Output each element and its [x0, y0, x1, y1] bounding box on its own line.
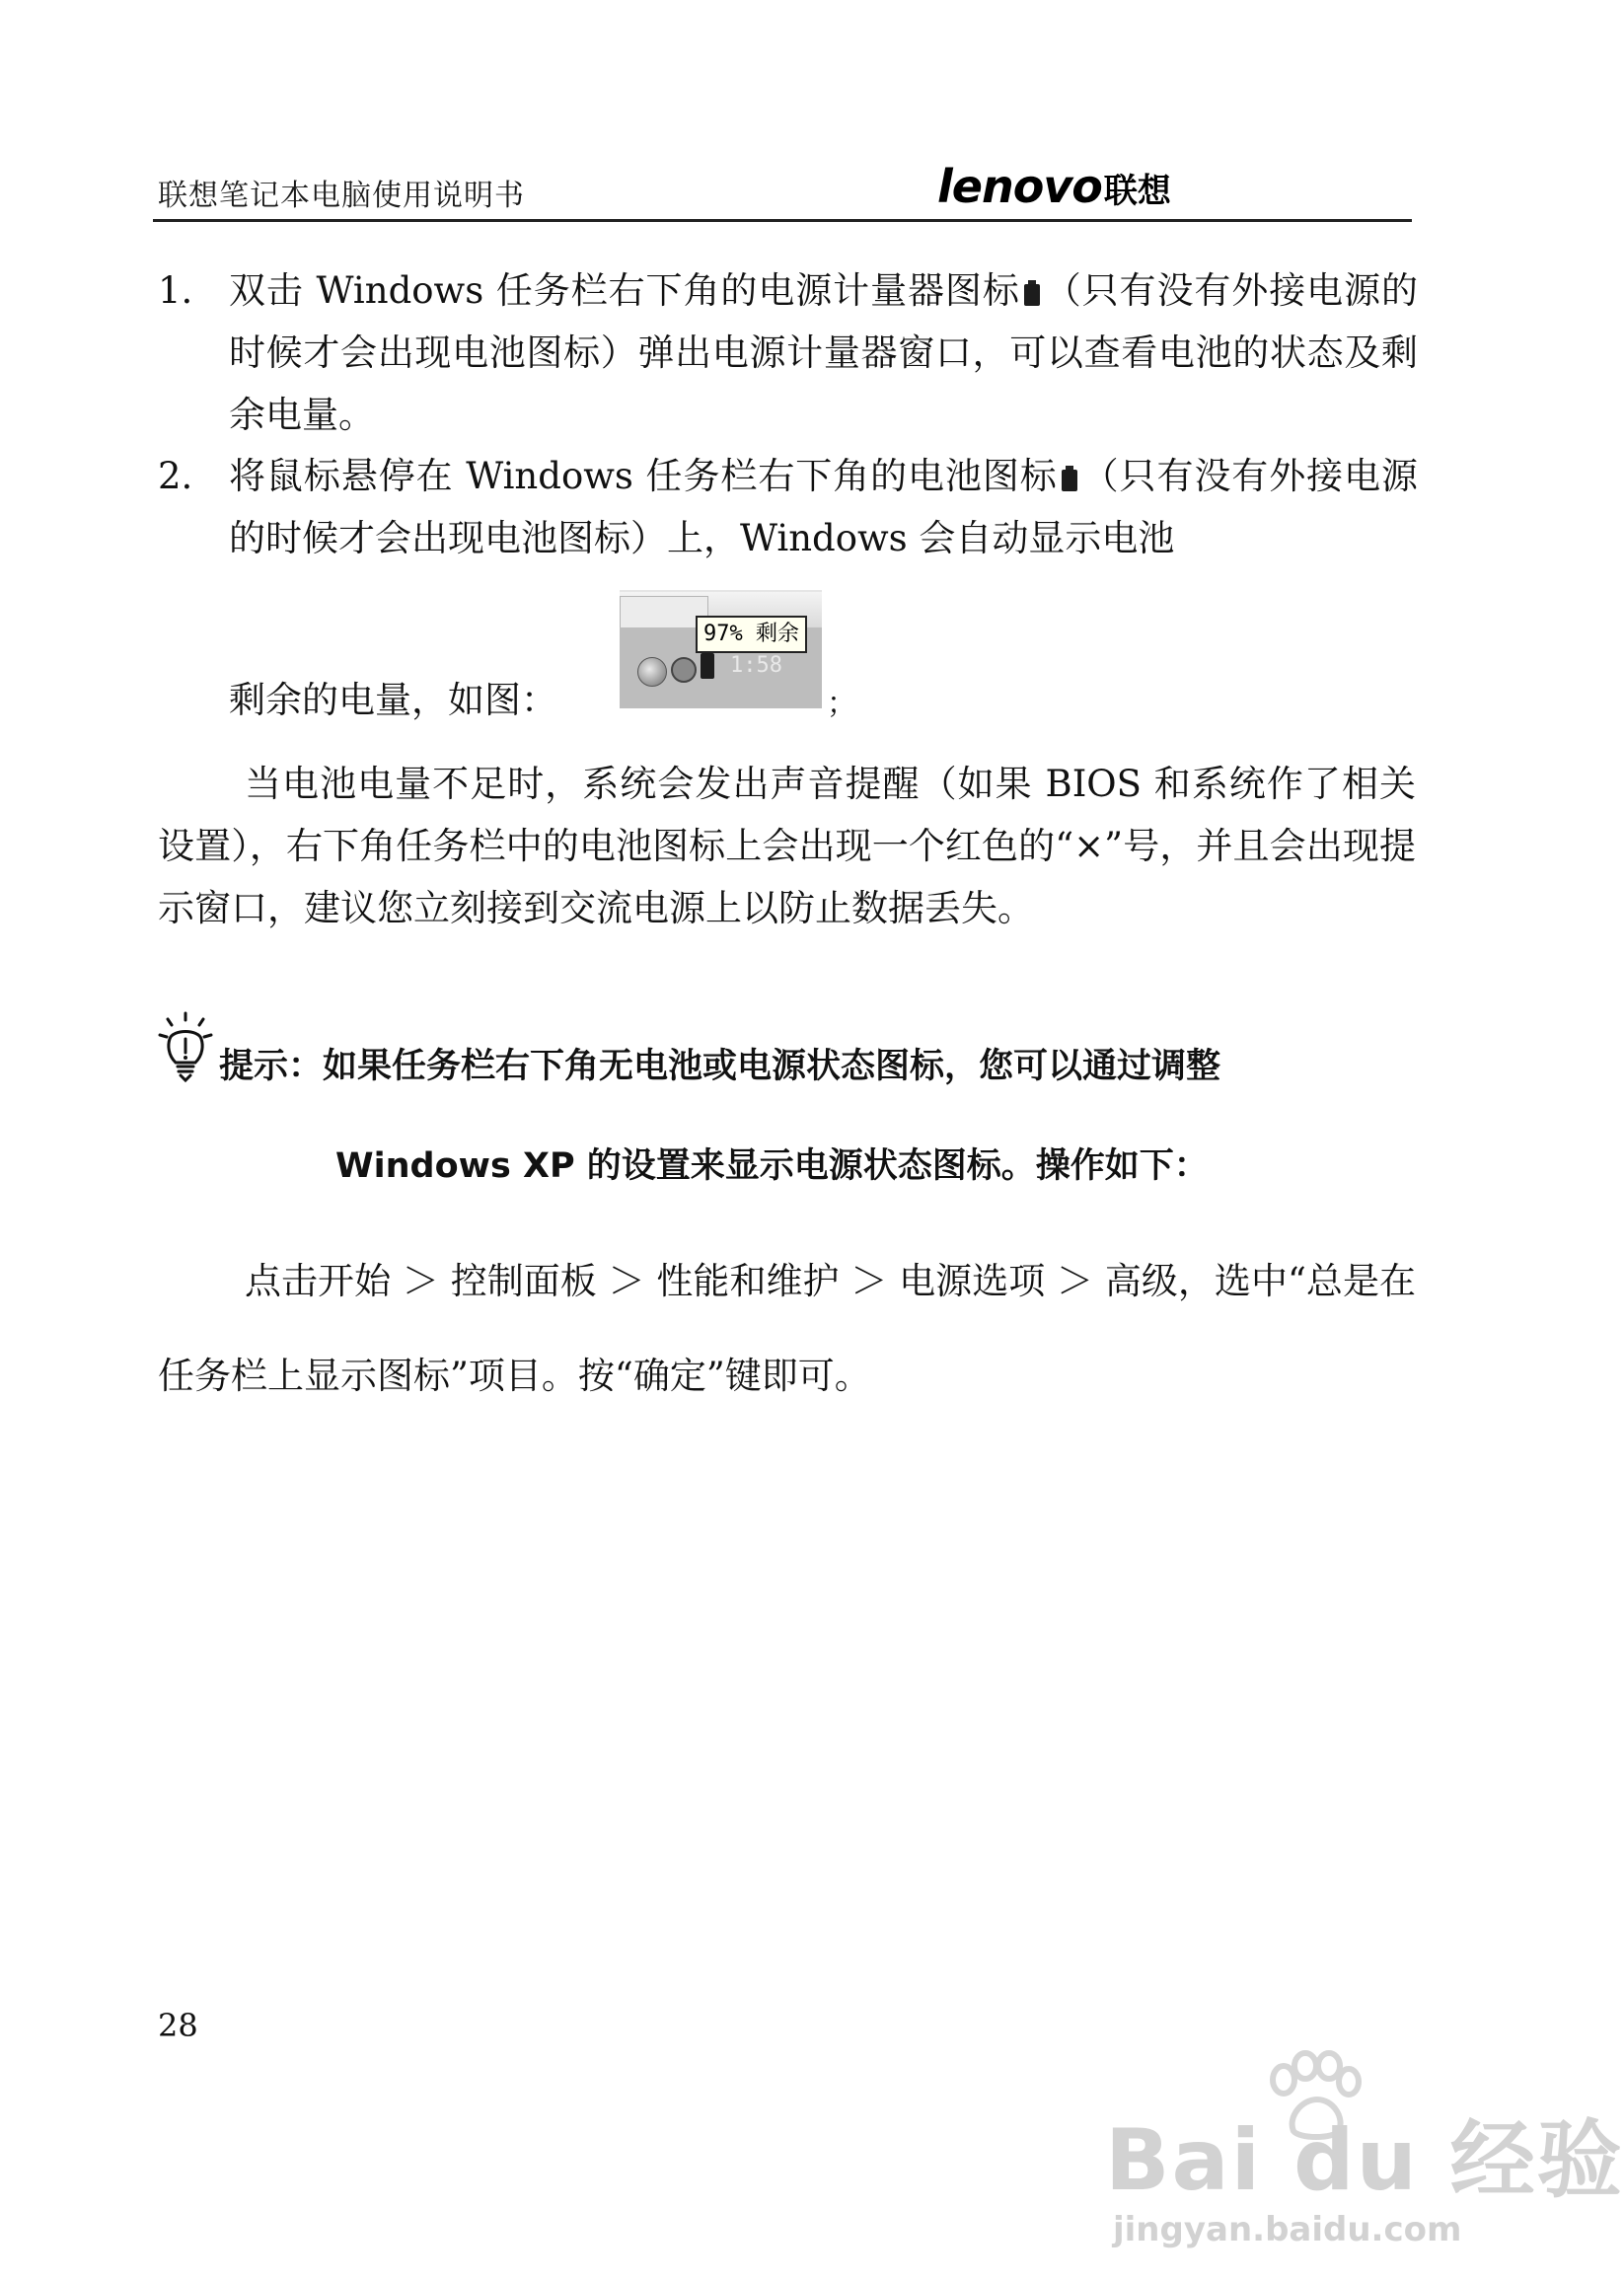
- semicolon: ；: [827, 687, 856, 721]
- logo-latin: lenovo: [937, 160, 1102, 213]
- steps-paragraph: 点击开始 ＞ 控制面板 ＞ 性能和维护 ＞ 电源选项 ＞ 高级，选中“总是在任务栏上显示图标”项目。按“确定”键即可。: [158, 1260, 1416, 1397]
- tray-power-icon: [671, 657, 697, 683]
- list-number: 1.: [158, 269, 193, 312]
- logo-chinese: 联想: [1103, 172, 1171, 211]
- low-battery-paragraph: 当电池电量不足时，系统会发出声音提醒（如果 BIOS 和系统作了相关设置），右下角任务栏中的电池图标上会出现一个红色的“×”号，并且会出现提示窗口，建议您立刻接到交流电源上以防止数据丢失。: [158, 763, 1416, 929]
- tray-network-icon: [637, 657, 667, 687]
- tip-line-1: 提示：如果任务栏右下角无电池或电源状态图标，您可以通过调整: [219, 1047, 1221, 1086]
- battery-icon: [1062, 466, 1077, 491]
- list-text-part: （只有没有外接电源的时候才会出现电池图标）弹出电源计量器窗口，可以查看电池的状态及剩余电量。: [229, 269, 1418, 436]
- header-title: 联想笔记本电脑使用说明书: [158, 179, 525, 213]
- tip-line-2: Windows XP 的设置来显示电源状态图标。操作如下：: [335, 1146, 1209, 1186]
- battery-tooltip: 97% 剩余: [696, 616, 807, 653]
- list-text: [229, 445, 1418, 569]
- taskbar-screenshot: [620, 590, 822, 708]
- page-number: 28: [158, 2007, 198, 2044]
- battery-icon: [1024, 280, 1040, 306]
- list-text-part: 双击 Windows 任务栏右下角的电源计量器图标: [229, 269, 1020, 312]
- lightbulb-icon: [158, 1011, 213, 1082]
- list-text-part: 将鼠标悬停在 Windows 任务栏右下角的电池图标: [229, 455, 1058, 497]
- tray-clock: 1:58: [730, 653, 782, 678]
- baidu-watermark: [1105, 2052, 1624, 2259]
- list-text-part: （只有没有外接电源的时候才会出现电池图标）上，Windows 会自动显示电池: [229, 455, 1418, 559]
- list-number: 2.: [158, 455, 193, 497]
- screenshot-caption: 剩余的电量，如图：: [229, 679, 557, 721]
- list-text: [229, 259, 1418, 446]
- lenovo-logo: [937, 160, 1171, 213]
- watermark-brand: Bai du 经验: [1105, 2111, 1624, 2210]
- watermark-url: jingyan.baidu.com: [1113, 2210, 1462, 2249]
- header-divider: [153, 219, 1412, 222]
- tray-battery-icon: [701, 653, 714, 679]
